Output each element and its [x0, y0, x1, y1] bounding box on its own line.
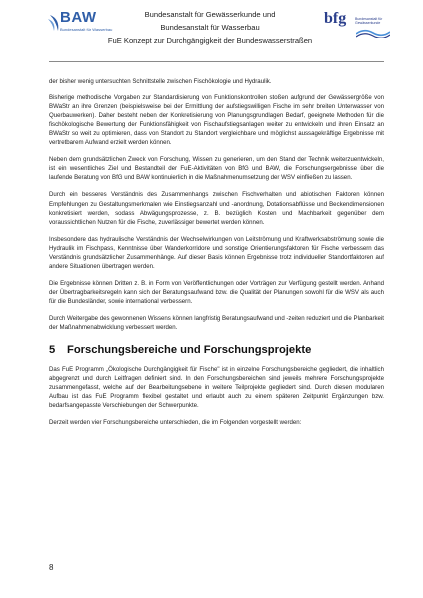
baw-logo-subtitle: Bundesanstalt für Wasserbau [60, 27, 113, 32]
bfg-logo-text: bfg [324, 10, 347, 27]
body-paragraph: Durch Weitergabe des gewonnenen Wissens können langfristig Beratungsaufwand und -zeiten reduziert und die Planbarkeit der Maßnahmenabwicklung verbessert werden. [49, 314, 384, 332]
body-paragraph: Das FuE Programm „Ökologische Durchgängigkeit für Fische" ist in einzelne Forschungsbereiche gegliedert, die inhaltlich abgegrenzt und durch Leitfragen definiert sind. In den Forschungsbereichen sind jeweils mehrere Forschungsprojekte zusammengefasst, welche auf der Bearbeitungsebene in weitere Teilprojekte gegliedert sind. Durch diesen modularen Aufbau ist das FuE Programm flexibel gestaltet und erlaubt auch zu einem späteren Zeitpunkt Ergänzungen bzw. bedarfsangepasste Verschiebungen der Schwerpunkte. [49, 366, 384, 410]
body-paragraph: Derzeit werden vier Forschungsbereiche unterschieden, die im Folgenden vorgestellt werden: [49, 419, 302, 427]
body-paragraph: der bisher wenig untersuchten Schnittstelle zwischen Fischökologie und Hydraulik. [49, 78, 272, 85]
section-title: Forschungsbereiche und Forschungsprojekte [67, 344, 312, 357]
section-number: 5 [49, 344, 56, 357]
baw-logo-text: BAW [60, 9, 97, 26]
header-line-2: Bundesanstalt für Wasserbau [160, 23, 260, 32]
body-paragraph: Bisherige methodische Vorgaben zur Standardisierung von Funktionskontrollen stoßen aufgrund der Gewässergröße von BWaStr an ihre Grenzen (beispielsweise bei der Ermittlung der aufstiegswilligen Fische im sehr breiten Unterwasser von Querbauwerken). Daher besteht neben der Konkretisierung von Planungsgrundlagen Bedarf, geeignete Methoden für die fischökologische Bewertung der Funktionsfähigkeit von Fischaufstiegsanlagen weiter zu entwickeln und ihren Einsatz an BWaStr so weit zu optimieren, dass von Standort zu Standort vergleichbare und möglichst aussagekräftige Ergebnisse mit vertretbarem Aufwand erzielt werden können. [49, 94, 384, 147]
page-content [49, 77, 384, 435]
page-header [0, 0, 423, 64]
body-paragraph: Insbesondere das hydraulische Verständnis der Wechselwirkungen von Leitströmung und Kraftwerksabströmung sowie die Hydraulik im Fischpass, Kenntnisse über Wanderkorridore und sonstige Orientierungsfaktoren für Fische verbessern das Verständnis grundsätzlicher Zusammenhänge. Auf dieser Basis können Ergebnisse trotz individueller Standortfaktoren auf andere Situationen übertragen werden. [49, 235, 384, 270]
header-line-3: FuE Konzept zur Durchgängigkeit der Bundeswasserstraßen [107, 36, 313, 45]
bfg-wave-icon [356, 28, 390, 38]
body-paragraph: Durch ein besseres Verständnis des Zusammenhangs zwischen Fischverhalten und abiotischen Faktoren können Empfehlungen zu Gestaltungsmerkmalen wie Einstiegsanzahl und -anordnung, Dotationsabflüsse und Beckendimensionen konkretisiert werden, sodass Abwägungsprozesse, z. B. bezüglich Kosten und Machbarkeit gegenüber dem voraussichtlichen Nutzen für die Fische, zuverlässiger bewertet werden können. [49, 191, 384, 226]
bfg-logo-subtitle: Bundesanstalt für Gewässerkunde [355, 17, 383, 25]
header-divider [49, 61, 384, 62]
section-heading [49, 344, 384, 356]
page-number: 8 [49, 563, 54, 572]
body-paragraph: Die Ergebnisse können Dritten z. B. in Form von Veröffentlichungen oder Vorträgen zur Verfügung gestellt werden. Anhand der Übertragbarkeitsregeln kann sich der Beratungsaufwand bzw. die Qualität der Planungen sowohl für die WSV als auch für die Bundesländer, sowie international verbessern. [49, 279, 384, 305]
body-paragraph: Neben dem grundsätzlichen Zweck von Forschung, Wissen zu generieren, um den Stand der Technik weiterzuentwickeln, ist ein wesentliches Ziel und Bestandteil der FuE-Aktivitäten von BfG und BAW, die Forschungsergebnisse über die laufende Beratung von BfG und BAW kontinuierlich in die Maßnahmenumsetzung der WSV einfließen zu lassen. [49, 156, 384, 182]
header-line-1: Bundesanstalt für Gewässerkunde und [144, 10, 276, 19]
